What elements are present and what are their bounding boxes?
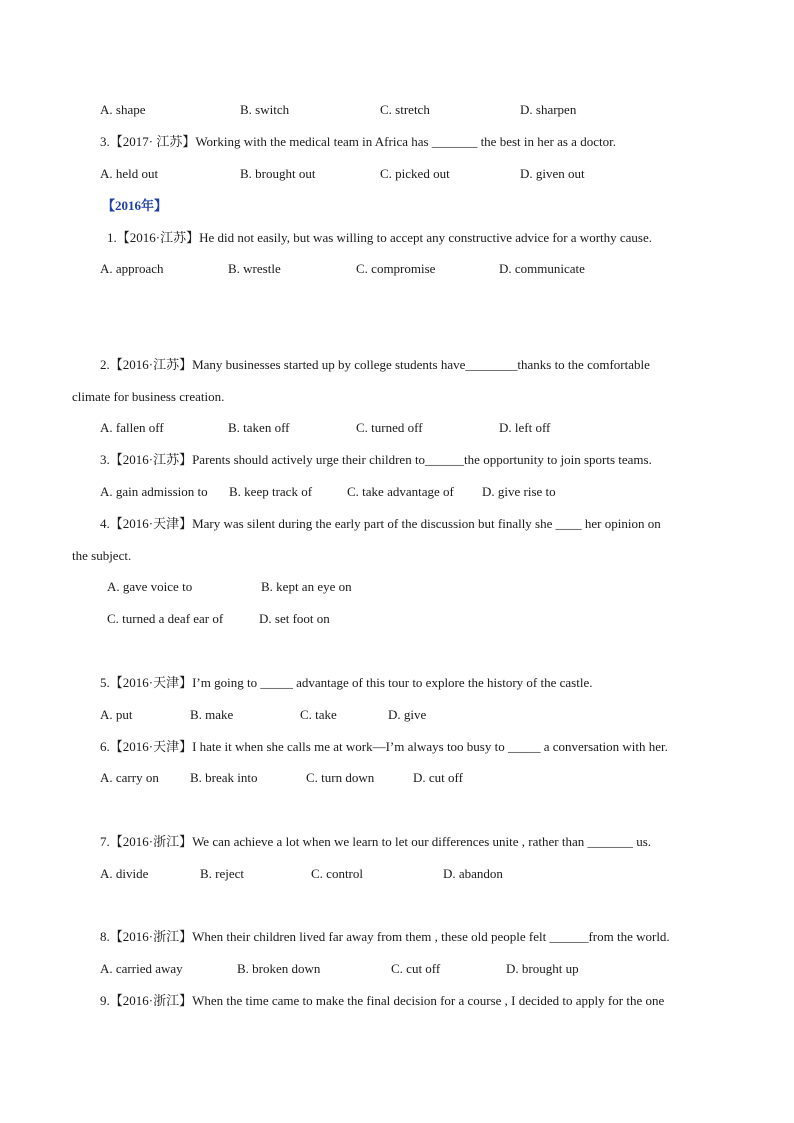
option-c: C. compromise [356,261,436,276]
option-d: D. sharpen [520,102,577,117]
option-a: A. approach [100,261,164,276]
option-c: C. turned off [356,420,423,435]
option-b: B. switch [240,102,290,117]
option-d: D. abandon [443,866,503,881]
option-d: D. give rise to [482,484,556,499]
option-c: C. take advantage of [347,484,454,499]
option-c: C. take [300,707,337,722]
question-stem: 3.【2017· 江苏】Working with the medical team in Africa has _______ the best in her as a doctor. [100,134,616,149]
option-a: A. carry on [100,770,159,785]
option-c: C. cut off [391,961,441,976]
question-stem: 9.【2016·浙江】When the time came to make the final decision for a course , I decided to apply for the one [100,993,665,1008]
option-b: B. brought out [240,166,316,181]
option-a: A. shape [100,102,146,117]
question-stem-continued: climate for business creation. [72,389,225,404]
option-c: C. turn down [306,770,375,785]
option-d: D. left off [499,420,551,435]
option-d: D. brought up [506,961,579,976]
option-d: D. give [388,707,427,722]
question-stem: 5.【2016·天津】I’m going to _____ advantage of this tour to explore the history of the castle. [100,675,593,690]
question-stem: 1.【2016·江苏】He did not easily, but was willing to accept any constructive advice for a worthy cause. [107,230,653,245]
option-a: A. held out [100,166,159,181]
option-a: A. put [100,707,133,722]
option-b: B. wrestle [228,261,281,276]
option-a: A. gave voice to [107,579,193,594]
option-b: B. broken down [237,961,321,976]
option-c: C. turned a deaf ear of [107,611,224,626]
option-d: D. communicate [499,261,585,276]
option-b: B. taken off [228,420,290,435]
option-d: D. set foot on [259,611,330,626]
question-stem: 6.【2016·天津】I hate it when she calls me at work—I’m always too busy to _____ a conversation with her. [100,739,668,754]
option-b: B. reject [200,866,245,881]
question-stem: 7.【2016·浙江】We can achieve a lot when we learn to let our differences unite , rather than _______ us. [100,834,652,849]
question-stem: 2.【2016·江苏】Many businesses started up by college students have________thanks to the comfortable [100,357,650,372]
option-b: B. kept an eye on [261,579,352,594]
option-d: D. given out [520,166,585,181]
option-a: A. fallen off [100,420,164,435]
option-a: A. divide [100,866,149,881]
question-stem: 4.【2016·天津】Mary was silent during the early part of the discussion but finally she ____ her opinion on [100,516,661,531]
section-title: 【2016年】 [102,198,168,213]
question-stem: 3.【2016·江苏】Parents should actively urge their children to______the opportunity to join sports teams. [100,452,652,467]
option-a: A. gain admission to [100,484,208,499]
question-stem: 8.【2016·浙江】When their children lived far away from them , these old people felt ______from the world. [100,929,670,944]
option-d: D. cut off [413,770,463,785]
option-b: B. keep track of [229,484,313,499]
option-b: B. make [190,707,234,722]
option-c: C. picked out [380,166,450,181]
question-stem-continued: the subject. [72,548,132,563]
option-c: C. stretch [380,102,430,117]
option-a: A. carried away [100,961,183,976]
option-c: C. control [311,866,363,881]
option-b: B. break into [190,770,258,785]
